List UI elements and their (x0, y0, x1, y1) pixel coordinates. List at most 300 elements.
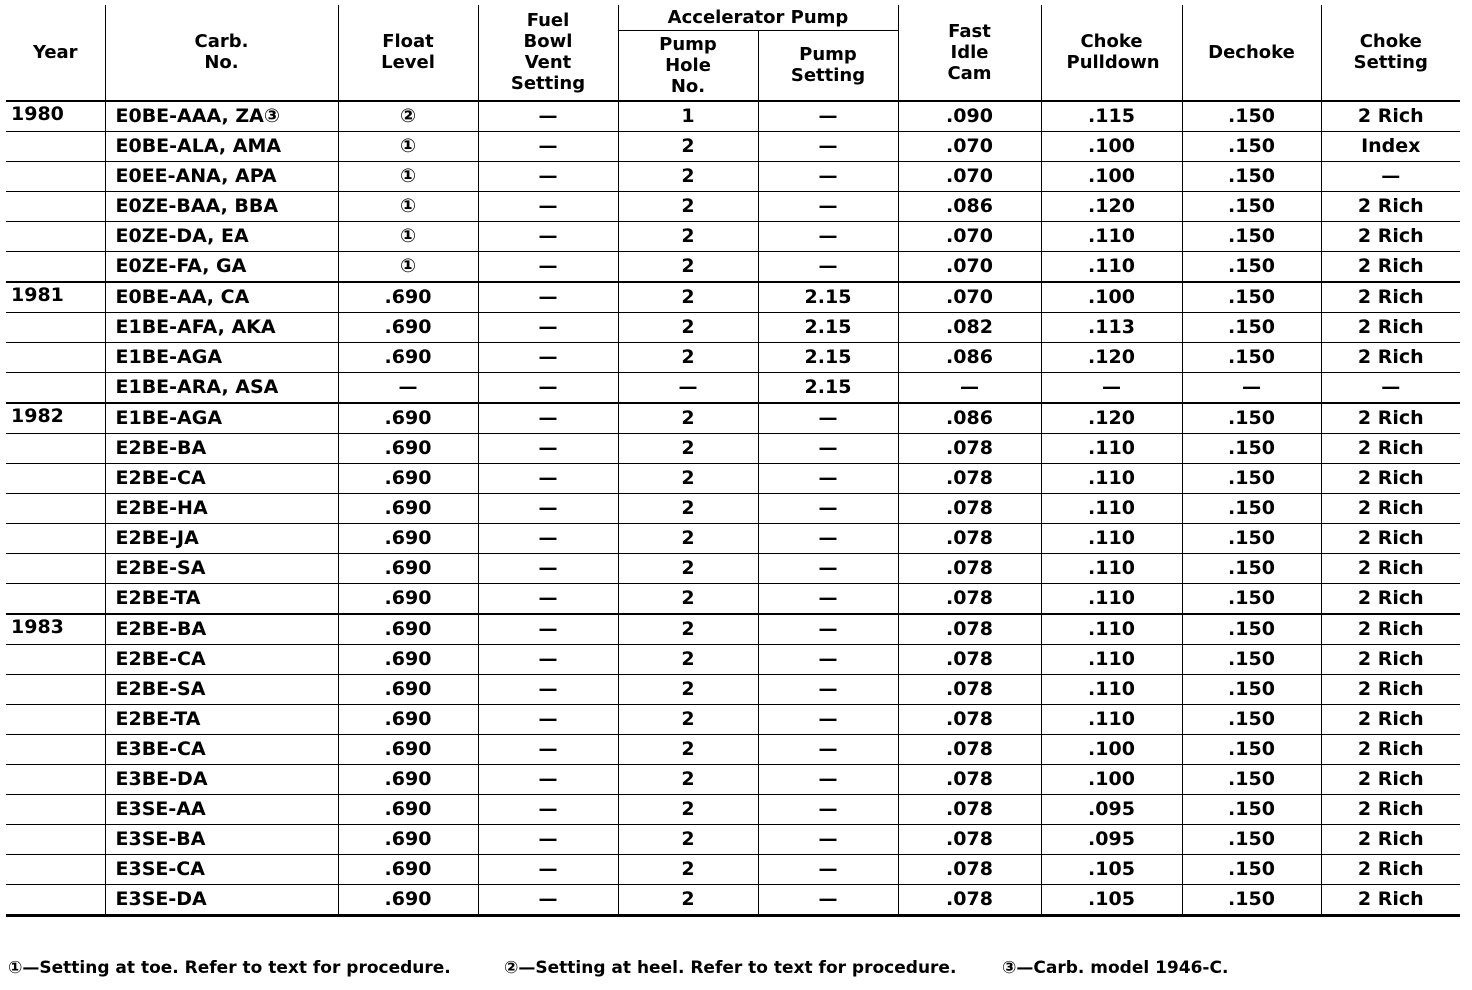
fuel-bowl-vent-cell: — (478, 221, 618, 251)
carb-number-cell: E1BE-AGA (105, 403, 338, 434)
year-cell (6, 312, 105, 342)
fuel-bowl-vent-cell: — (478, 644, 618, 674)
pump-setting-cell: — (758, 553, 898, 583)
fuel-bowl-vent-cell: — (478, 463, 618, 493)
fast-idle-cam-cell: .086 (898, 342, 1041, 372)
choke-pulldown-cell: .100 (1041, 282, 1182, 313)
carb-number-cell: E3SE-CA (105, 854, 338, 884)
choke-pulldown-cell: .110 (1041, 553, 1182, 583)
dechoke-cell: .150 (1182, 794, 1321, 824)
header-choke-setting-text: Choke Setting (1353, 31, 1428, 74)
carb-number-cell: E2BE-SA (105, 553, 338, 583)
carburetor-spec-table (6, 5, 1460, 917)
year-cell (6, 764, 105, 794)
header-fast-idle-cam (898, 5, 1041, 101)
year-cell (6, 463, 105, 493)
year-cell (6, 191, 105, 221)
pump-hole-cell: 2 (618, 884, 758, 915)
choke-pulldown-cell: — (1041, 372, 1182, 403)
fast-idle-cam-cell: .078 (898, 493, 1041, 523)
choke-setting-cell: 2 Rich (1321, 824, 1460, 854)
table-row (6, 161, 1460, 191)
choke-setting-cell: 2 Rich (1321, 764, 1460, 794)
table-row (6, 221, 1460, 251)
fast-idle-cam-cell: .078 (898, 553, 1041, 583)
float-level-cell: .690 (338, 493, 478, 523)
choke-setting-cell: 2 Rich (1321, 403, 1460, 434)
pump-setting-cell: — (758, 463, 898, 493)
pump-hole-cell: 2 (618, 282, 758, 313)
choke-pulldown-cell: .100 (1041, 161, 1182, 191)
table-row (6, 644, 1460, 674)
float-level-cell: .690 (338, 764, 478, 794)
dechoke-cell: .150 (1182, 251, 1321, 282)
header-accelerator-pump: Accelerator Pump (618, 5, 898, 31)
pump-hole-cell: 2 (618, 674, 758, 704)
dechoke-cell: .150 (1182, 433, 1321, 463)
fuel-bowl-vent-cell: — (478, 403, 618, 434)
pump-hole-cell: 2 (618, 131, 758, 161)
pump-hole-cell: — (618, 372, 758, 403)
float-level-cell: .690 (338, 824, 478, 854)
choke-pulldown-cell: .110 (1041, 251, 1182, 282)
float-level-cell: .690 (338, 614, 478, 645)
pump-setting-cell: — (758, 794, 898, 824)
year-cell (6, 251, 105, 282)
pump-hole-cell: 2 (618, 523, 758, 553)
fuel-bowl-vent-cell: — (478, 614, 618, 645)
fuel-bowl-vent-cell: — (478, 854, 618, 884)
choke-setting-cell: 2 Rich (1321, 342, 1460, 372)
choke-pulldown-cell: .100 (1041, 734, 1182, 764)
header-pump-setting-text: Pump Setting (790, 44, 866, 87)
pump-setting-cell: — (758, 824, 898, 854)
choke-setting-cell: 2 Rich (1321, 101, 1460, 132)
fuel-bowl-vent-cell: — (478, 312, 618, 342)
table-row (6, 342, 1460, 372)
fuel-bowl-vent-cell: — (478, 101, 618, 132)
header-float-level-text: Float Level (381, 31, 435, 74)
fast-idle-cam-cell: .070 (898, 282, 1041, 313)
fast-idle-cam-cell: .090 (898, 101, 1041, 132)
dechoke-cell: .150 (1182, 221, 1321, 251)
fast-idle-cam-cell: .078 (898, 854, 1041, 884)
choke-setting-cell: 2 Rich (1321, 463, 1460, 493)
fast-idle-cam-cell: .078 (898, 614, 1041, 645)
fast-idle-cam-cell: .086 (898, 191, 1041, 221)
choke-pulldown-cell: .120 (1041, 342, 1182, 372)
carb-number-cell: E2BE-BA (105, 433, 338, 463)
dechoke-cell: .150 (1182, 342, 1321, 372)
pump-setting-cell: — (758, 734, 898, 764)
fast-idle-cam-cell: .078 (898, 704, 1041, 734)
pump-hole-cell: 2 (618, 403, 758, 434)
pump-setting-cell: — (758, 161, 898, 191)
header-carb-no (105, 5, 338, 101)
fuel-bowl-vent-cell: — (478, 161, 618, 191)
fuel-bowl-vent-cell: — (478, 734, 618, 764)
fast-idle-cam-cell: .070 (898, 131, 1041, 161)
float-level-cell: .690 (338, 734, 478, 764)
pump-setting-cell: 2.15 (758, 282, 898, 313)
fuel-bowl-vent-cell: — (478, 824, 618, 854)
pump-hole-cell: 2 (618, 764, 758, 794)
choke-setting-cell: 2 Rich (1321, 884, 1460, 915)
pump-setting-cell: 2.15 (758, 312, 898, 342)
table-row (6, 523, 1460, 553)
choke-pulldown-cell: .110 (1041, 523, 1182, 553)
table-row (6, 704, 1460, 734)
choke-setting-cell: 2 Rich (1321, 493, 1460, 523)
pump-hole-cell: 2 (618, 553, 758, 583)
year-cell (6, 583, 105, 614)
header-fast-idle-cam-text: Fast Idle Cam (947, 20, 992, 84)
pump-setting-cell: — (758, 433, 898, 463)
dechoke-cell: .150 (1182, 282, 1321, 313)
year-cell (6, 674, 105, 704)
carb-number-cell: E2BE-HA (105, 493, 338, 523)
table-row (6, 101, 1460, 132)
fast-idle-cam-cell: .078 (898, 764, 1041, 794)
fuel-bowl-vent-cell: — (478, 251, 618, 282)
pump-setting-cell: — (758, 131, 898, 161)
pump-hole-cell: 2 (618, 342, 758, 372)
carb-number-cell: E0BE-ALA, AMA (105, 131, 338, 161)
float-level-cell: .690 (338, 553, 478, 583)
table-row (6, 674, 1460, 704)
table-row (6, 493, 1460, 523)
carb-number-cell: E0ZE-BAA, BBA (105, 191, 338, 221)
dechoke-cell: .150 (1182, 312, 1321, 342)
choke-setting-cell: — (1321, 161, 1460, 191)
choke-setting-cell: 2 Rich (1321, 282, 1460, 313)
table-row (6, 854, 1460, 884)
pump-setting-cell: — (758, 884, 898, 915)
choke-pulldown-cell: .100 (1041, 131, 1182, 161)
footnote-1: ①—Setting at toe. Refer to text for procedure. (8, 958, 451, 978)
fast-idle-cam-cell: .078 (898, 734, 1041, 764)
float-level-cell: .690 (338, 674, 478, 704)
pump-hole-cell: 2 (618, 704, 758, 734)
choke-setting-cell: 2 Rich (1321, 644, 1460, 674)
fuel-bowl-vent-cell: — (478, 433, 618, 463)
pump-setting-cell: — (758, 674, 898, 704)
carb-number-cell: E0ZE-DA, EA (105, 221, 338, 251)
float-level-cell: ① (338, 221, 478, 251)
fuel-bowl-vent-cell: — (478, 674, 618, 704)
float-level-cell: ① (338, 131, 478, 161)
table-body (6, 101, 1460, 916)
table-row (6, 282, 1460, 313)
carb-number-cell: E3BE-CA (105, 734, 338, 764)
pump-hole-cell: 2 (618, 433, 758, 463)
choke-pulldown-cell: .110 (1041, 433, 1182, 463)
footnote-3: ③—Carb. model 1946-C. (1002, 958, 1229, 978)
choke-pulldown-cell: .110 (1041, 674, 1182, 704)
choke-pulldown-cell: .120 (1041, 191, 1182, 221)
choke-pulldown-cell: .115 (1041, 101, 1182, 132)
choke-pulldown-cell: .110 (1041, 704, 1182, 734)
header-year: Year (6, 5, 105, 101)
float-level-cell: .690 (338, 704, 478, 734)
header-fuel-bowl-vent (478, 5, 618, 101)
pump-setting-cell: 2.15 (758, 372, 898, 403)
pump-setting-cell: — (758, 523, 898, 553)
fuel-bowl-vent-cell: — (478, 131, 618, 161)
pump-setting-cell: — (758, 221, 898, 251)
dechoke-cell: .150 (1182, 161, 1321, 191)
choke-setting-cell: 2 Rich (1321, 854, 1460, 884)
carb-number-cell: E3SE-AA (105, 794, 338, 824)
pump-hole-cell: 2 (618, 191, 758, 221)
dechoke-cell: .150 (1182, 764, 1321, 794)
dechoke-cell: .150 (1182, 131, 1321, 161)
table-row (6, 251, 1460, 282)
year-cell (6, 342, 105, 372)
pump-setting-cell: — (758, 191, 898, 221)
choke-pulldown-cell: .120 (1041, 403, 1182, 434)
header-pump-hole-no (618, 31, 758, 101)
carb-number-cell: E2BE-TA (105, 704, 338, 734)
carb-number-cell: E0BE-AA, CA (105, 282, 338, 313)
dechoke-cell: .150 (1182, 463, 1321, 493)
fast-idle-cam-cell: .078 (898, 644, 1041, 674)
fuel-bowl-vent-cell: — (478, 342, 618, 372)
fast-idle-cam-cell: — (898, 372, 1041, 403)
float-level-cell: .690 (338, 282, 478, 313)
carb-number-cell: E3BE-DA (105, 764, 338, 794)
year-cell (6, 644, 105, 674)
choke-setting-cell: 2 Rich (1321, 523, 1460, 553)
table-row (6, 824, 1460, 854)
float-level-cell: .690 (338, 403, 478, 434)
year-cell (6, 433, 105, 463)
table-row (6, 884, 1460, 915)
dechoke-cell: .150 (1182, 493, 1321, 523)
pump-setting-cell: — (758, 583, 898, 614)
table-row (6, 403, 1460, 434)
year-cell: 1981 (6, 282, 105, 313)
year-cell (6, 884, 105, 915)
carb-number-cell: E3SE-BA (105, 824, 338, 854)
pump-hole-cell: 2 (618, 583, 758, 614)
header-choke-setting (1321, 5, 1460, 101)
dechoke-cell: .150 (1182, 614, 1321, 645)
table-row (6, 764, 1460, 794)
fast-idle-cam-cell: .078 (898, 523, 1041, 553)
choke-setting-cell: 2 Rich (1321, 221, 1460, 251)
choke-pulldown-cell: .100 (1041, 764, 1182, 794)
carb-number-cell: E1BE-ARA, ASA (105, 372, 338, 403)
fast-idle-cam-cell: .078 (898, 433, 1041, 463)
carb-number-cell: E1BE-AGA (105, 342, 338, 372)
pump-hole-cell: 2 (618, 161, 758, 191)
fuel-bowl-vent-cell: — (478, 583, 618, 614)
year-cell (6, 734, 105, 764)
table-row (6, 734, 1460, 764)
fast-idle-cam-cell: .078 (898, 463, 1041, 493)
year-cell (6, 794, 105, 824)
pump-hole-cell: 2 (618, 493, 758, 523)
pump-hole-cell: 2 (618, 824, 758, 854)
carb-number-cell: E2BE-CA (105, 463, 338, 493)
pump-hole-cell: 2 (618, 644, 758, 674)
choke-setting-cell: 2 Rich (1321, 614, 1460, 645)
choke-setting-cell: 2 Rich (1321, 553, 1460, 583)
float-level-cell: .690 (338, 463, 478, 493)
pump-setting-cell: — (758, 493, 898, 523)
float-level-cell: .690 (338, 644, 478, 674)
choke-pulldown-cell: .105 (1041, 854, 1182, 884)
choke-pulldown-cell: .113 (1041, 312, 1182, 342)
carb-number-cell: E2BE-SA (105, 674, 338, 704)
table-row (6, 131, 1460, 161)
year-cell (6, 221, 105, 251)
fast-idle-cam-cell: .070 (898, 221, 1041, 251)
float-level-cell: ② (338, 101, 478, 132)
fast-idle-cam-cell: .082 (898, 312, 1041, 342)
fast-idle-cam-cell: .078 (898, 794, 1041, 824)
fast-idle-cam-cell: .086 (898, 403, 1041, 434)
table-row (6, 614, 1460, 645)
year-cell (6, 131, 105, 161)
header-carb-no-text: Carb. No. (194, 31, 249, 74)
pump-hole-cell: 2 (618, 312, 758, 342)
carb-number-cell: E2BE-BA (105, 614, 338, 645)
choke-setting-cell: 2 Rich (1321, 251, 1460, 282)
year-cell (6, 854, 105, 884)
choke-pulldown-cell: .110 (1041, 614, 1182, 645)
float-level-cell: .690 (338, 884, 478, 915)
dechoke-cell: .150 (1182, 403, 1321, 434)
fast-idle-cam-cell: .078 (898, 583, 1041, 614)
fast-idle-cam-cell: .078 (898, 884, 1041, 915)
fuel-bowl-vent-cell: — (478, 704, 618, 734)
dechoke-cell: .150 (1182, 191, 1321, 221)
year-cell (6, 372, 105, 403)
year-cell (6, 493, 105, 523)
pump-hole-cell: 1 (618, 101, 758, 132)
pump-hole-cell: 2 (618, 614, 758, 645)
choke-setting-cell: 2 Rich (1321, 583, 1460, 614)
fuel-bowl-vent-cell: — (478, 764, 618, 794)
carb-number-cell: E0BE-AAA, ZA③ (105, 101, 338, 132)
float-level-cell: .690 (338, 583, 478, 614)
dechoke-cell: .150 (1182, 824, 1321, 854)
year-cell (6, 704, 105, 734)
header-pump-hole-no-text: Pump Hole No. (659, 33, 717, 97)
year-cell (6, 523, 105, 553)
fuel-bowl-vent-cell: — (478, 523, 618, 553)
dechoke-cell: .150 (1182, 674, 1321, 704)
fast-idle-cam-cell: .070 (898, 161, 1041, 191)
carb-number-cell: E2BE-JA (105, 523, 338, 553)
choke-pulldown-cell: .110 (1041, 463, 1182, 493)
table-row (6, 463, 1460, 493)
pump-setting-cell: — (758, 704, 898, 734)
dechoke-cell: .150 (1182, 734, 1321, 764)
dechoke-cell: .150 (1182, 101, 1321, 132)
float-level-cell: .690 (338, 523, 478, 553)
year-cell: 1983 (6, 614, 105, 645)
pump-setting-cell: — (758, 614, 898, 645)
header-dechoke: Dechoke (1182, 5, 1321, 101)
choke-setting-cell: Index (1321, 131, 1460, 161)
pump-hole-cell: 2 (618, 734, 758, 764)
fast-idle-cam-cell: .070 (898, 251, 1041, 282)
fast-idle-cam-cell: .078 (898, 824, 1041, 854)
table-row (6, 583, 1460, 614)
year-cell (6, 553, 105, 583)
choke-pulldown-cell: .095 (1041, 824, 1182, 854)
float-level-cell: — (338, 372, 478, 403)
pump-setting-cell: 2.15 (758, 342, 898, 372)
dechoke-cell: — (1182, 372, 1321, 403)
carb-number-cell: E1BE-AFA, AKA (105, 312, 338, 342)
header-pump-setting (758, 31, 898, 101)
carb-number-cell: E2BE-TA (105, 583, 338, 614)
pump-hole-cell: 2 (618, 221, 758, 251)
header-choke-pulldown (1041, 5, 1182, 101)
year-cell (6, 161, 105, 191)
fuel-bowl-vent-cell: — (478, 372, 618, 403)
choke-setting-cell: 2 Rich (1321, 674, 1460, 704)
dechoke-cell: .150 (1182, 644, 1321, 674)
pump-setting-cell: — (758, 101, 898, 132)
table-row (6, 794, 1460, 824)
dechoke-cell: .150 (1182, 854, 1321, 884)
choke-setting-cell: — (1321, 372, 1460, 403)
pump-hole-cell: 2 (618, 251, 758, 282)
pump-setting-cell: — (758, 644, 898, 674)
carb-number-cell: E3SE-DA (105, 884, 338, 915)
pump-setting-cell: — (758, 764, 898, 794)
table-row (6, 433, 1460, 463)
float-level-cell: .690 (338, 433, 478, 463)
choke-pulldown-cell: .110 (1041, 644, 1182, 674)
fuel-bowl-vent-cell: — (478, 794, 618, 824)
choke-pulldown-cell: .105 (1041, 884, 1182, 915)
table-row (6, 553, 1460, 583)
float-level-cell: .690 (338, 342, 478, 372)
year-cell (6, 824, 105, 854)
year-cell: 1982 (6, 403, 105, 434)
float-level-cell: ① (338, 191, 478, 221)
header-float-level (338, 5, 478, 101)
choke-setting-cell: 2 Rich (1321, 433, 1460, 463)
float-level-cell: .690 (338, 794, 478, 824)
dechoke-cell: .150 (1182, 553, 1321, 583)
float-level-cell: .690 (338, 312, 478, 342)
pump-hole-cell: 2 (618, 463, 758, 493)
pump-setting-cell: — (758, 854, 898, 884)
float-level-cell: .690 (338, 854, 478, 884)
table-header (6, 5, 1460, 101)
choke-pulldown-cell: .110 (1041, 493, 1182, 523)
fuel-bowl-vent-cell: — (478, 553, 618, 583)
pump-setting-cell: — (758, 251, 898, 282)
dechoke-cell: .150 (1182, 884, 1321, 915)
choke-pulldown-cell: .095 (1041, 794, 1182, 824)
fast-idle-cam-cell: .078 (898, 674, 1041, 704)
choke-pulldown-cell: .110 (1041, 221, 1182, 251)
pump-hole-cell: 2 (618, 854, 758, 884)
float-level-cell: ① (338, 161, 478, 191)
dechoke-cell: .150 (1182, 704, 1321, 734)
carb-number-cell: E0ZE-FA, GA (105, 251, 338, 282)
choke-setting-cell: 2 Rich (1321, 704, 1460, 734)
choke-setting-cell: 2 Rich (1321, 191, 1460, 221)
